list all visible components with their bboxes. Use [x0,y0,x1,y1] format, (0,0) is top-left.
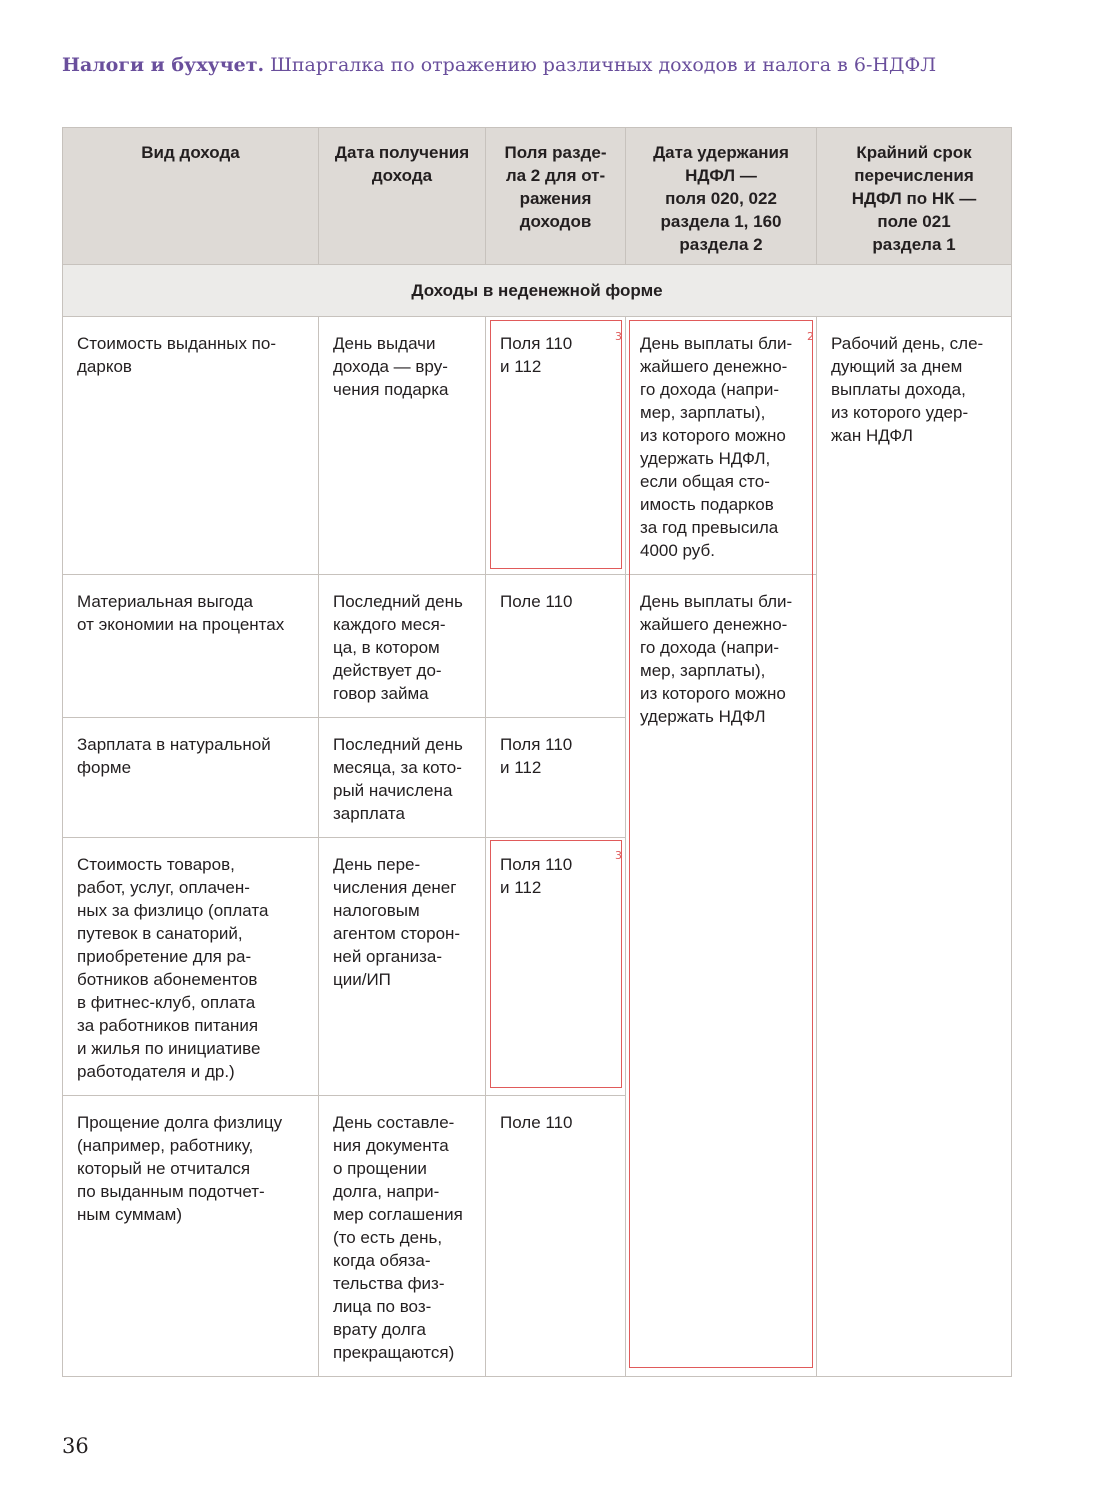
cell-fields: Поле 110 [486,1096,626,1377]
column-header-withhold-date: Дата удержания НДФЛ — поля 020, 022 раздела 1, 160 раздела 2 [626,128,817,265]
cell-date-received: День выдачи дохода — вру- чения подарка [319,317,486,575]
cell-fields: Поля 110 и 112 [486,317,626,575]
column-header-date-received: Дата получения дохода [319,128,486,265]
page-title-bold: Налоги и бухучет. [62,54,265,76]
cell-withhold-date: День выплаты бли- жайшего денежно- го дохода (напри- мер, зарплаты), из которого можно удержать НДФЛ [626,575,817,1377]
highlight-label: 2 [807,330,814,343]
cell-date-received: Последний день месяца, за кото- рый начислена зарплата [319,718,486,838]
table-row [63,317,1012,575]
cell-income-type: Материальная выгода от экономии на процентах [63,575,319,718]
income-table [62,127,1012,1377]
page-number: 36 [62,1434,89,1458]
section-title: Доходы в неденежной форме [63,265,1012,317]
table-header-row [63,128,1012,265]
cell-fields: Поле 110 [486,575,626,718]
cell-date-received: День составле- ния документа о прощении долга, напри- мер соглашения (то есть день, когда обяза- тельства физ- лица по воз- врату долга прекращаются) [319,1096,486,1377]
cell-income-type: Стоимость товаров, работ, услуг, оплачен- ных за физлицо (оплата путевок в санаторий, приобретение для ра- ботников абонементов в фитнес-клуб, оплата за работников питания и жилья по инициативе работодателя и др.) [63,838,319,1096]
cell-date-received: Последний день каждого меся- ца, в котором действует до- говор займа [319,575,486,718]
cell-deadline: Рабочий день, сле- дующий за днем выплаты дохода, из которого удер- жан НДФЛ [817,317,1012,1377]
cell-fields: Поля 110 и 112 [486,838,626,1096]
cell-date-received: День пере- числения денег налоговым агентом сторон- ней организа- ции/ИП [319,838,486,1096]
cell-fields: Поля 110 и 112 [486,718,626,838]
cell-income-type: Прощение долга физлицу (например, работнику, который не отчитался по выданным подотчет- ным суммам) [63,1096,319,1377]
highlight-label: 3 [615,330,622,343]
cell-withhold-date: День выплаты бли- жайшего денежно- го дохода (напри- мер, зарплаты), из которого можно удержать НДФЛ, если общая сто- имость подарков за год превысила 4000 руб. [626,317,817,575]
page-title [62,54,1062,76]
column-header-fields: Поля разде- ла 2 для от- ражения доходов [486,128,626,265]
column-header-income-type: Вид дохода [63,128,319,265]
highlight-label: 3 [615,849,622,862]
page-title-rest: Шпаргалка по отражению различных доходов и налога в 6-НДФЛ [270,54,937,76]
cell-income-type: Зарплата в натуральной форме [63,718,319,838]
column-header-deadline: Крайний срок перечисления НДФЛ по НК — поле 021 раздела 1 [817,128,1012,265]
section-row [63,265,1012,317]
cell-income-type: Стоимость выданных по- дарков [63,317,319,575]
